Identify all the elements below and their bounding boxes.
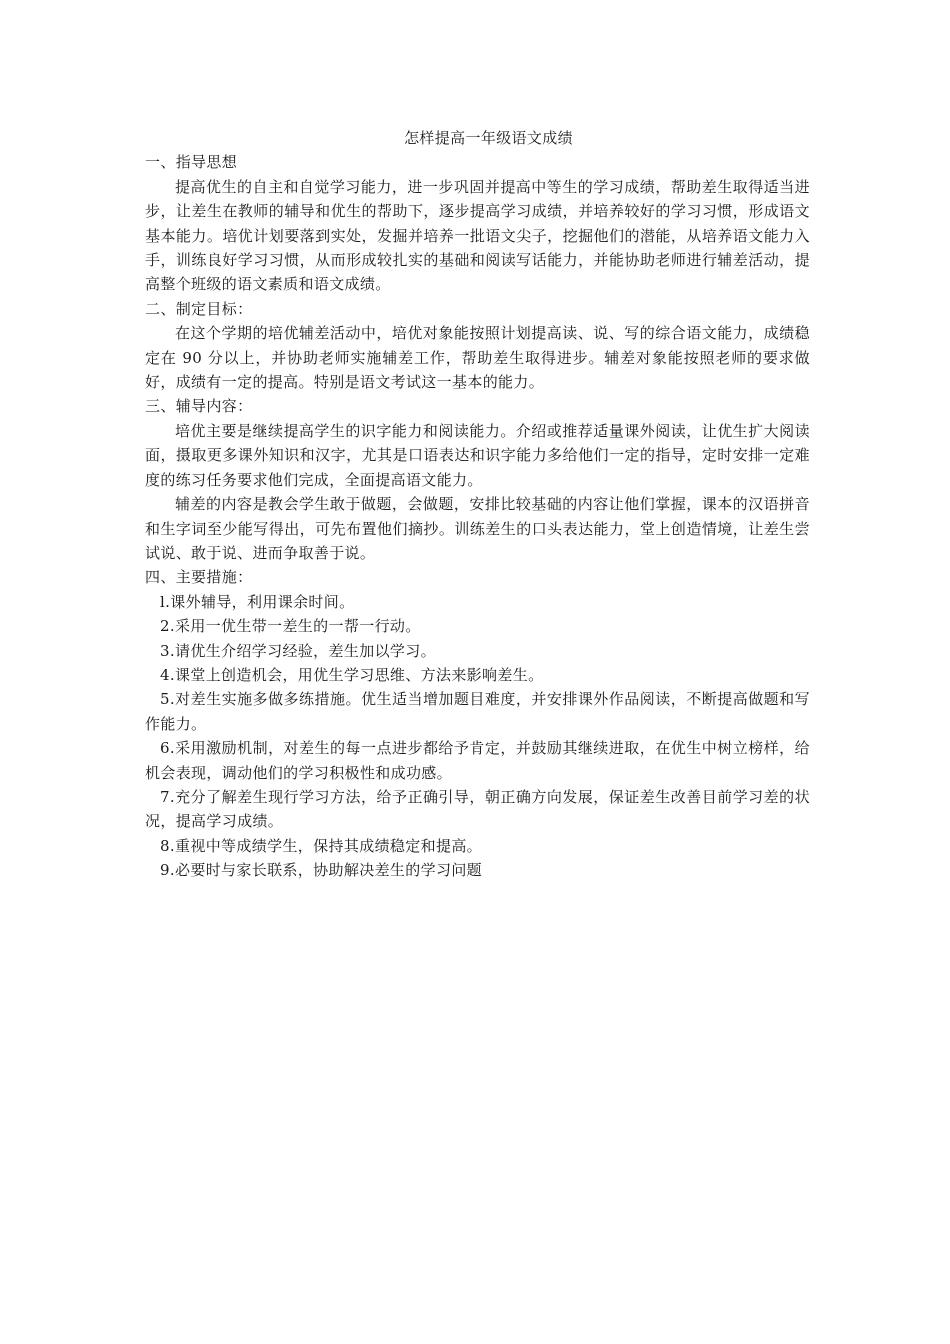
section-heading-tutoring-content: 三、辅导内容： bbox=[145, 397, 253, 416]
paragraph: 在这个学期的培优辅差活动中，培优对象能按照计划提高读、说、写的综合语文能力，成绩稳定在 90 分以上，并协助老师实施辅差工作，帮助差生取得进步。辅差对象能按照老师的要求做好，成绩有一定的提高。特别是语文考试这一基本的能力。 bbox=[145, 324, 810, 392]
list-item: 9.必要时与家长联系，协助解决差生的学习问题 bbox=[160, 861, 483, 880]
section-heading-goals: 二、制定目标： bbox=[145, 299, 253, 318]
list-item: 8.重视中等成绩学生，保持其成绩稳定和提高。 bbox=[160, 836, 483, 855]
section-heading-guiding-thought: 一、指导思想 bbox=[145, 153, 238, 172]
document-title: 怎样提高一年级语文成绩 bbox=[404, 129, 573, 147]
paragraph: 提高优生的自主和自觉学习能力，进一步巩固并提高中等生的学习成绩，帮助差生取得适当进步，让差生在教师的辅导和优生的帮助下，逐步提高学习成绩，并培养较好的学习习惯，形成语文基本能力。培优计划要落到实处，发掘并培养一批语文尖子，挖掘他们的潜能，从培养语文能力入手，训练良好学习习惯，从而形成较扎实的基础和阅读写话能力，并能协助老师进行辅差活动，提高整个班级的语文素质和语文成绩。 bbox=[145, 177, 810, 294]
list-item: 7.充分了解差生现行学习方法，给予正确引导，朝正确方向发展，保证差生改善目前学习差的状况，提高学习成绩。 bbox=[145, 787, 810, 831]
paragraph: 辅差的内容是教会学生敢于做题，会做题，安排比较基础的内容让他们掌握，课本的汉语拼音和生字词至少能写得出，可先布置他们摘抄。训练差生的口头表达能力，堂上创造情境，让差生尝试说、敢于说、进而争取善于说。 bbox=[145, 495, 810, 562]
list-item: 3.请优生介绍学习经验，差生加以学习。 bbox=[160, 641, 436, 660]
document-body bbox=[145, 126, 810, 883]
list-item: l.课外辅导，利用课余时间。 bbox=[160, 592, 355, 611]
list-item: 5.对差生实施多做多练措施。优生适当增加题目难度，并安排课外作品阅读，不断提高做题和写作能力。 bbox=[145, 690, 810, 733]
section-heading-main-measures: 四、主要措施： bbox=[145, 568, 253, 587]
list-item: 2.采用一优生带一差生的一帮一行动。 bbox=[160, 617, 421, 636]
paragraph: 培优主要是继续提高学生的识字能力和阅读能力。介绍或推荐适量课外阅读，让优生扩大阅读面，摄取更多课外知识和汉字，尤其是口语表达和识字能力多给他们一定的指导，定时安排一定难度的练习任务要求他们完成，全面提高语文能力。 bbox=[145, 421, 810, 489]
list-item: 4.课堂上创造机会，用优生学习思维、方法来影响差生。 bbox=[160, 665, 544, 684]
list-item: 6.采用激励机制，对差生的每一点进步都给予肯定，并鼓励其继续进取，在优生中树立榜样，给机会表现，调动他们的学习积极性和成功感。 bbox=[145, 739, 810, 782]
